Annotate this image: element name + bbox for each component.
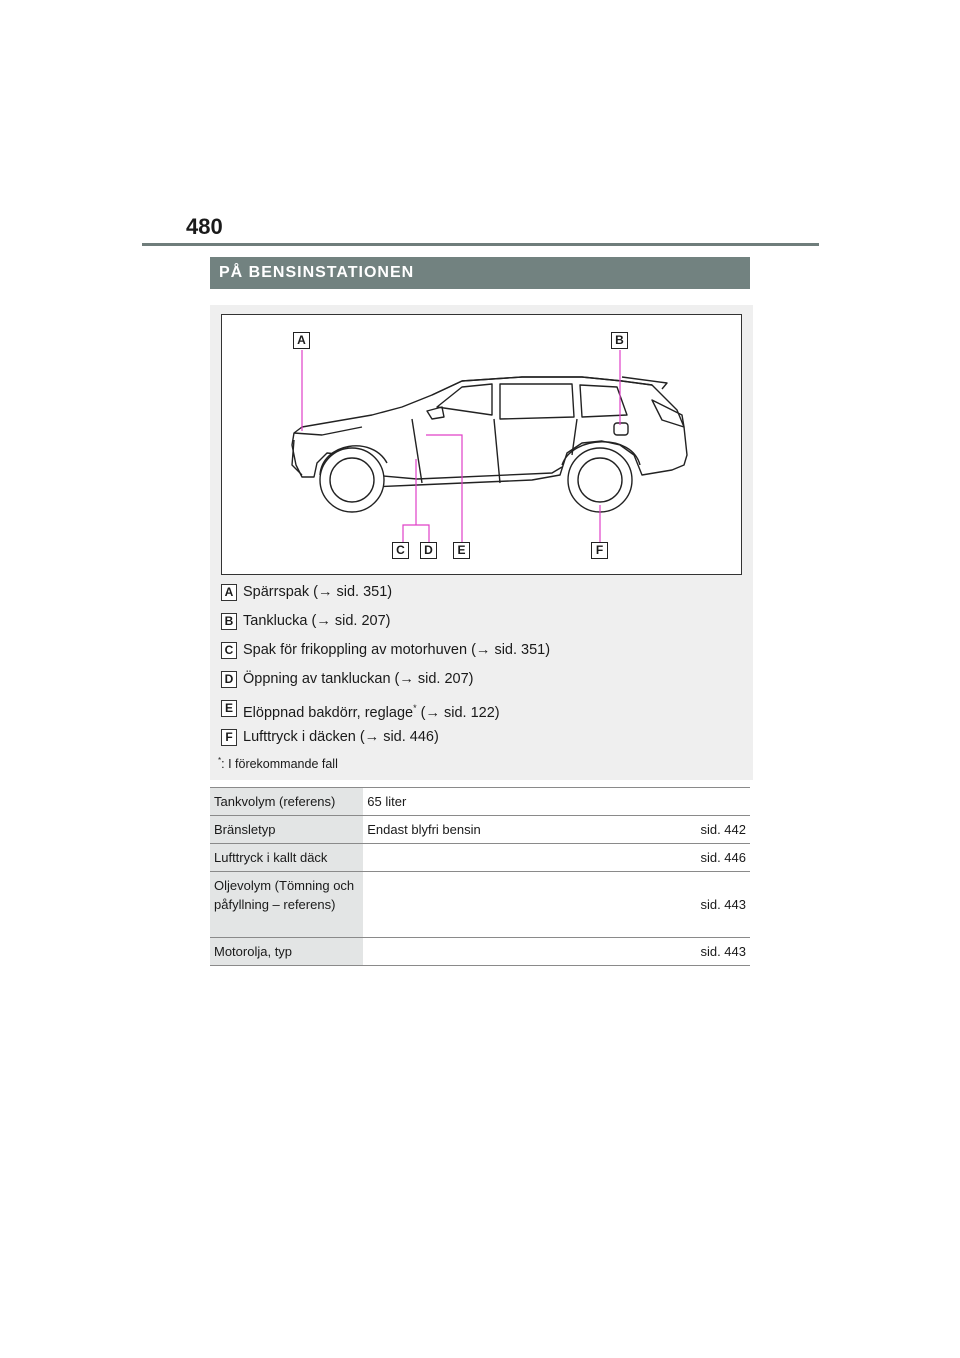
callout-f: F — [591, 542, 608, 559]
legend-text-ref: (→ sid. 122) — [416, 704, 500, 721]
table-row — [210, 872, 750, 938]
car-illustration — [221, 314, 742, 575]
spec-label: Motorolja, typ — [210, 938, 363, 966]
car-side-view — [222, 315, 741, 574]
legend-key: C — [221, 642, 237, 659]
callout-line-cd — [403, 459, 429, 543]
legend-text: Spak för frikoppling av motorhuven (→ sid. 351) — [243, 642, 551, 658]
car-spoiler — [622, 377, 667, 389]
legend-item-d — [221, 671, 741, 700]
spec-value: 65 liter — [363, 788, 625, 816]
legend-text: Öppning av tankluckan (→ sid. 207) — [243, 671, 474, 687]
spec-label: Bränsletyp — [210, 816, 363, 844]
header-rule — [142, 243, 819, 246]
legend-item-c — [221, 642, 741, 671]
table-row — [210, 844, 750, 872]
footnote-marker: * — [413, 703, 417, 713]
footnote-text: : I förekommande fall — [221, 757, 338, 772]
callout-e: E — [453, 542, 470, 559]
callout-b: B — [611, 332, 628, 349]
spec-value: Endast blyfri bensin — [363, 816, 625, 844]
table-row — [210, 938, 750, 966]
car-windows — [437, 384, 627, 419]
spec-label: Tankvolym (referens) — [210, 788, 363, 816]
fuel-door-shape — [614, 423, 628, 435]
legend-key: D — [221, 671, 237, 688]
spec-ref: sid. 443 — [625, 872, 750, 938]
car-rocker — [372, 467, 562, 479]
page-number: 480 — [186, 214, 223, 239]
spec-value — [363, 938, 625, 966]
table-row — [210, 788, 750, 816]
rear-wheel-rim — [578, 458, 622, 502]
car-rear-light — [652, 400, 684, 427]
car-mirror — [427, 407, 444, 419]
legend-key: F — [221, 729, 237, 746]
spec-label: Lufttryck i kallt däck — [210, 844, 363, 872]
callout-c: C — [392, 542, 409, 559]
callout-a: A — [293, 332, 310, 349]
legend — [221, 584, 741, 758]
legend-key: A — [221, 584, 237, 601]
footnote-mark: * — [218, 756, 222, 765]
legend-item-f — [221, 729, 741, 758]
spec-ref: sid. 446 — [625, 844, 750, 872]
spec-label: Oljevolym (Tömning och påfyllning – referens) — [210, 872, 363, 938]
legend-text: Spärrspak (→ sid. 351) — [243, 584, 393, 600]
spec-value — [363, 844, 625, 872]
legend-text: Tanklucka (→ sid. 207) — [243, 613, 391, 629]
legend-key: B — [221, 613, 237, 630]
spec-table — [210, 787, 750, 966]
spec-value — [363, 872, 625, 938]
legend-item-a — [221, 584, 741, 613]
front-wheel-rim — [330, 458, 374, 502]
footnote — [218, 756, 338, 771]
legend-text-main: Elöppnad bakdörr, reglage — [243, 704, 414, 721]
section-title: PÅ BENSINSTATIONEN — [210, 257, 750, 289]
legend-text: Lufttryck i däcken (→ sid. 446) — [243, 729, 439, 745]
callout-line-e — [426, 435, 462, 543]
spec-ref — [625, 788, 750, 816]
table-row — [210, 816, 750, 844]
legend-item-e — [221, 700, 741, 729]
callout-d: D — [420, 542, 437, 559]
legend-item-b — [221, 613, 741, 642]
spec-ref: sid. 442 — [625, 816, 750, 844]
legend-text — [243, 700, 500, 722]
spec-ref: sid. 443 — [625, 938, 750, 966]
legend-key: E — [221, 700, 237, 717]
